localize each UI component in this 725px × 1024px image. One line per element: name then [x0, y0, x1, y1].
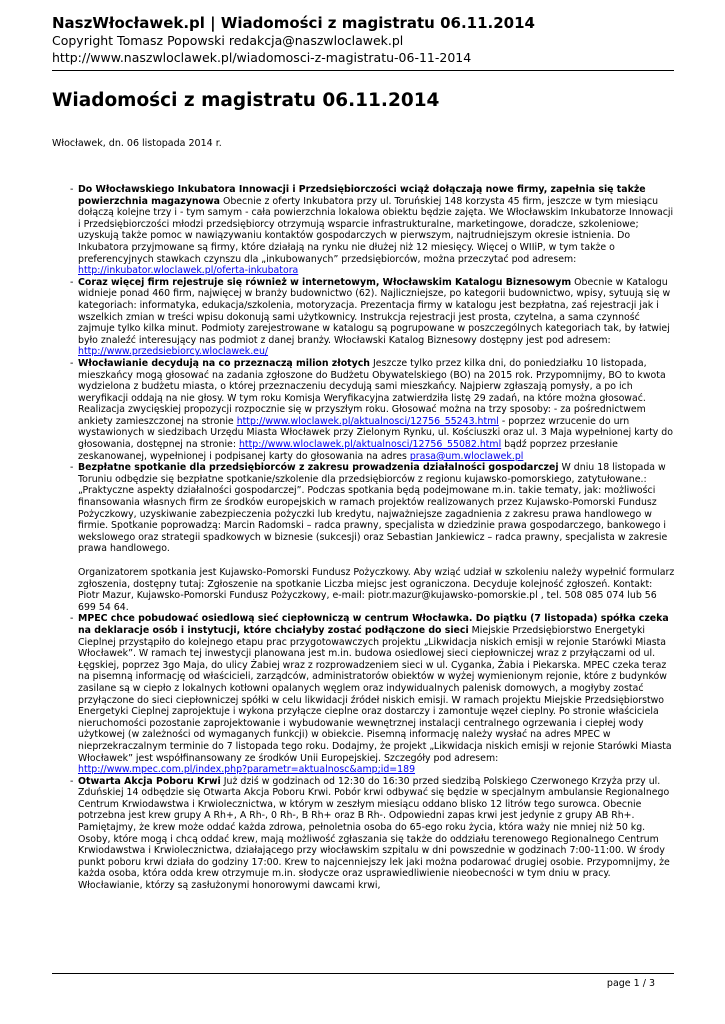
- page-number: page 1 / 3: [606, 978, 655, 989]
- news-heading: Do Włocławskiego Inkubatora Innowacji i Przedsiębiorczości wciąż dołączają nowe firmy, zapełnia się także powierzchnia magazynowa: [78, 184, 646, 207]
- news-item: [70, 776, 676, 892]
- news-body: bądź poprzez przesłanie zeskanowanej, wypełnionej i podpisanej karty do głosowania na adres: [78, 439, 618, 462]
- news-link[interactable]: http://www.przedsiebiorcy.wloclawek.eu/: [78, 346, 269, 358]
- article-dateline: Włocławek, dn. 06 listopada 2014 r.: [52, 138, 222, 149]
- news-body: Jeszcze tylko przez kilka dni, do poniedziałku 10 listopada, mieszkańcy mogą głosować na zadania zgłoszone do Budżetu Obywatelskiego (BO) na 2015 rok. Przypomnijmy, BO to kwota wydzielona z budżetu miasta, o której przeznaczeniu decydują sami mieszkańcy. Najpierw zgłaszają pomysły, a po ich weryfikacji oddają na nie głosy. W tym roku Komisja Weryfikacyjna zatwierdziła listę 29 zadań, na które można głosować. Realizacja zwycięskiej propozycji rozpocznie się w przyszłym roku. Głosować można na trzy sposoby: - za pośrednictwem ankiety zamieszczonej na stronie: [78, 357, 666, 427]
- header-title: NaszWłocławek.pl | Wiadomości z magistratu 06.11.2014: [52, 14, 535, 32]
- email-link[interactable]: prasa@um.wloclawek.pl: [409, 450, 524, 462]
- news-item: [70, 613, 676, 775]
- news-heading: Otwarta Akcja Poboru Krwi: [78, 775, 221, 787]
- news-body-extra: Organizatorem spotkania jest Kujawsko-Pomorski Fundusz Pożyczkowy. Aby wziąć udział w szkoleniu należy wypełnić formularz zgłoszenia, dostępny tutaj: Zgłoszenie na spotkanie Liczba miejsc jest ograniczona. Decyduje kolejność zgłoszeń. Kontakt: Piotr Mazur, Kujawsko-Pomorski Fundusz Pożyczkowy, e-mail: piotr.mazur@kujawsko-pomorskie.pl , tel. 508 085 074 lub 56 699 54 64.: [78, 567, 675, 613]
- header-divider: [52, 70, 674, 71]
- news-link[interactable]: http://www.mpec.com.pl/index.php?parametr=aktualnosc&amp;id=189: [78, 764, 416, 776]
- article-title: Wiadomości z magistratu 06.11.2014: [52, 90, 440, 111]
- header-url: http://www.naszwloclawek.pl/wiadomosci-z-magistratu-06-11-2014: [52, 50, 472, 65]
- news-heading: MPEC chce pobudować osiedlową sieć ciepłowniczą w centrum Włocławka. Do piątku (7 listopada) spółka czeka na deklaracje osób i instytucji, które chciałyby zostać podłączone do sieci: [78, 613, 669, 636]
- news-item: [70, 462, 676, 613]
- news-item: [70, 277, 676, 358]
- news-link[interactable]: http://inkubator.wloclawek.pl/oferta-inkubatora: [78, 265, 299, 277]
- news-item: [70, 358, 676, 462]
- news-heading: Bezpłatne spotkanie dla przedsiębiorców z zakresu prowadzenia działalności gospodarczej: [78, 462, 559, 474]
- news-list: [70, 184, 676, 892]
- news-item: [70, 184, 676, 277]
- news-body: Obecnie z oferty Inkubatora przy ul. Toruńskiej 148 korzysta 45 firm, jeszcze w tym miesiącu dołączą kolejne trzy i - tym samym - cała powierzchnia lokalowa obiektu będzie zajęta. We Włocławskim Inkubatorze Innowacji i Przedsiębiorczości młodzi przedsiębiorcy otrzymują wsparcie infrastrukturalne, marketingowe, doradcze, szkoleniowe; uzyskują także pomoc w nawiązywaniu kontaktów gospodarczych w pierwszym, najtrudniejszym okresie istnienia. Do Inkubatora przyjmowane są firmy, które działają na rynku nie dłużej niż 12 miesięcy. Więcej o WIIiP, w tym także o preferencyjnych stawkach czynszu dla „inkubowanych” przedsiębiorców, można przeczytać pod adresem:: [78, 195, 674, 265]
- news-link[interactable]: http://www.wloclawek.pl/aktualnosci/12756_55082.html: [238, 439, 502, 451]
- news-heading: Coraz więcej firm rejestruje się również w internetowym, Włocławskim Katalogu Biznesowym: [78, 276, 572, 288]
- page-header: [52, 14, 682, 66]
- footer-divider: [52, 973, 674, 974]
- header-copyright: Copyright Tomasz Popowski redakcja@naszwloclawek.pl: [52, 33, 404, 48]
- news-heading: Włocławianie decydują na co przeznaczą milion złotych: [78, 357, 370, 369]
- news-body: W dniu 18 listopada w Toruniu odbędzie się bezpłatne spotkanie/szkolenie dla przedsiębiorców z regionu kujawsko-pomorskiego, zatytułowane.: „Praktyczne aspekty działalności gospodarczej”. Podczas spotkania będą podejmowane m.in. takie tematy, jak: możliwości finansowania własnych firm ze środków europejskich w ramach projektów realizowanych przez Kujawsko-Pomorski Fundusz Pożyczkowy, uzyskiwanie zabezpieczenia pożyczki lub kredytu, najważniejsze zagadnienia z zakresu prawa handlowego w firmie. Spotkanie poprowadzą: Marcin Radomski – radca prawny, specjalista w dziedzinie prawa gospodarczego, bankowego i wekslowego oraz strategii spadkowych w biznesie (sukcesji) oraz Sebastian Jankiewicz – radca prawny, specjalista w zakresie prawa handlowego.: [78, 462, 668, 555]
- news-body: Obecnie w Katalogu widnieje ponad 460 firm, najwięcej w branży budownictwo (62). Najliczniejsze, po kategorii budownictwo, wpisy, sytuują się w kategoriach: informatyka, edukacja/szkolenia, motoryzacja. Prezentacja firmy w katalogu jest bezpłatna, zaś rejestracji jak i wszelkich zmian w treści wpisu dokonują sami użytkownicy. Instrukcja rejestracji jest prosta, czytelna, a sama czynność zajmuje tylko kilka minut. Podmioty zarejestrowane w katalogu są pogrupowane w poszczególnych kategoriach tak, by łatwiej było znaleźć interesujący nas podmiot z danej branży. Włocławski Katalog Biznesowy dostępny jest pod adresem:: [78, 276, 671, 346]
- news-body: - poprzez wrzucenie do urn wystawionych w siedzibach Urzędu Miasta Włocławek przy Zielonym Rynku, ul. Kościuszki oraz ul. 3 Maja wypełnionej karty do głosowania, dostępnej na stronie:: [78, 415, 673, 451]
- news-link[interactable]: http://www.wloclawek.pl/aktualnosci/12756_55243.html: [236, 415, 499, 427]
- news-body: Już dziś w godzinach od 12:30 do 16:30 przed siedzibą Polskiego Czerwonego Krzyża przy ul. Zduńskiej 14 odbędzie się Otwarta Akcja Poboru Krwi. Pobór krwi odbywać się będzie w specjalnym ambulansie Regionalnego Centrum Krwiodawstwa i Krwiolecznictwa, w którym w zeszłym miesiącu oddano blisko 12 litrów tego surowca. Obecnie potrzebna jest krew grupy A Rh+, A Rh-, 0 Rh-, B Rh+ oraz B Rh-. Odpowiedni zapas krwi jest jedynie z grupy AB Rh+. Pamiętajmy, że krew może oddać każda zdrowa, pełnoletnia osoba do 65-ego roku życia, która waży nie mniej niż 50 kg. Osoby, które mogą i chcą oddać krew, mają możliwość zgłaszania się także do oddziału terenowego Regionalnego Centrum Krwiodawstwa i Krwiolecznictwa, działającego przy włocławskim szpitalu w dni powszednie w godzinach 7:00-11:00. W środy punkt poboru krwi działa do godziny 17:00. Krew to najcenniejszy lek jaki można podarować drugiej osobie. Przypomnijmy, że każda osoba, która odda krew otrzymuje m.in. słodycze oraz usprawiedliwienie nieobecności w tym dniu w pracy. Włocławianie, którzy są zasłużonymi honorowymi dawcami krwi,: [78, 775, 670, 892]
- news-body: Miejskie Przedsiębiorstwo Energetyki Cieplnej przystąpiło do kolejnego etapu prac przygotowawczych projektu „Likwidacja niskich emisji w rejonie Starówki Miasta Włocławek”. W ramach tej inwestycji planowana jest m.in. budowa osiedlowej sieci ciepłowniczej wraz z przyłączami od ul. Łęgskiej, poprzez 3go Maja, do ulicy Żabiej wraz z rozprowadzeniem sieci w ul. Cyganka, Żabia i Piekarska. MPEC czeka teraz na pisemną informację od właścicieli, zarządców, administratorów obiektów w wyżej wymienionym rejonie, które z budynków zasilane są w ciepło z lokalnych kotłowni opalanych węglem oraz indywidualnych palenisk domowych, a mogłyby zostać przyłączone do sieci ciepłowniczej spółki w celu likwidacji źródeł niskich emisji. W ramach projektu Miejskie Przedsiębiorstwo Energetyki Cieplnej zaprojektuje i wykona przyłącze cieplne oraz dostarczy i zamontuje węzeł cieplny. Po stronie właściciela nieruchomości pozostanie zaprojektowanie i wybudowanie wewnętrznej instalacji centralnego ogrzewania i ciepłej wody użytkowej (w zależności od wymaganych funkcji) w obiekcie. Pisemną informację należy wysłać na adres MPEC w nieprzekraczalnym terminie do 7 listopada tego roku. Dodajmy, że projekt „Likwidacja niskich emisji w rejonie Starówki Miasta Włocławek” jest współfinansowany ze środków Unii Europejskiej. Szczegóły pod adresem:: [78, 624, 672, 764]
